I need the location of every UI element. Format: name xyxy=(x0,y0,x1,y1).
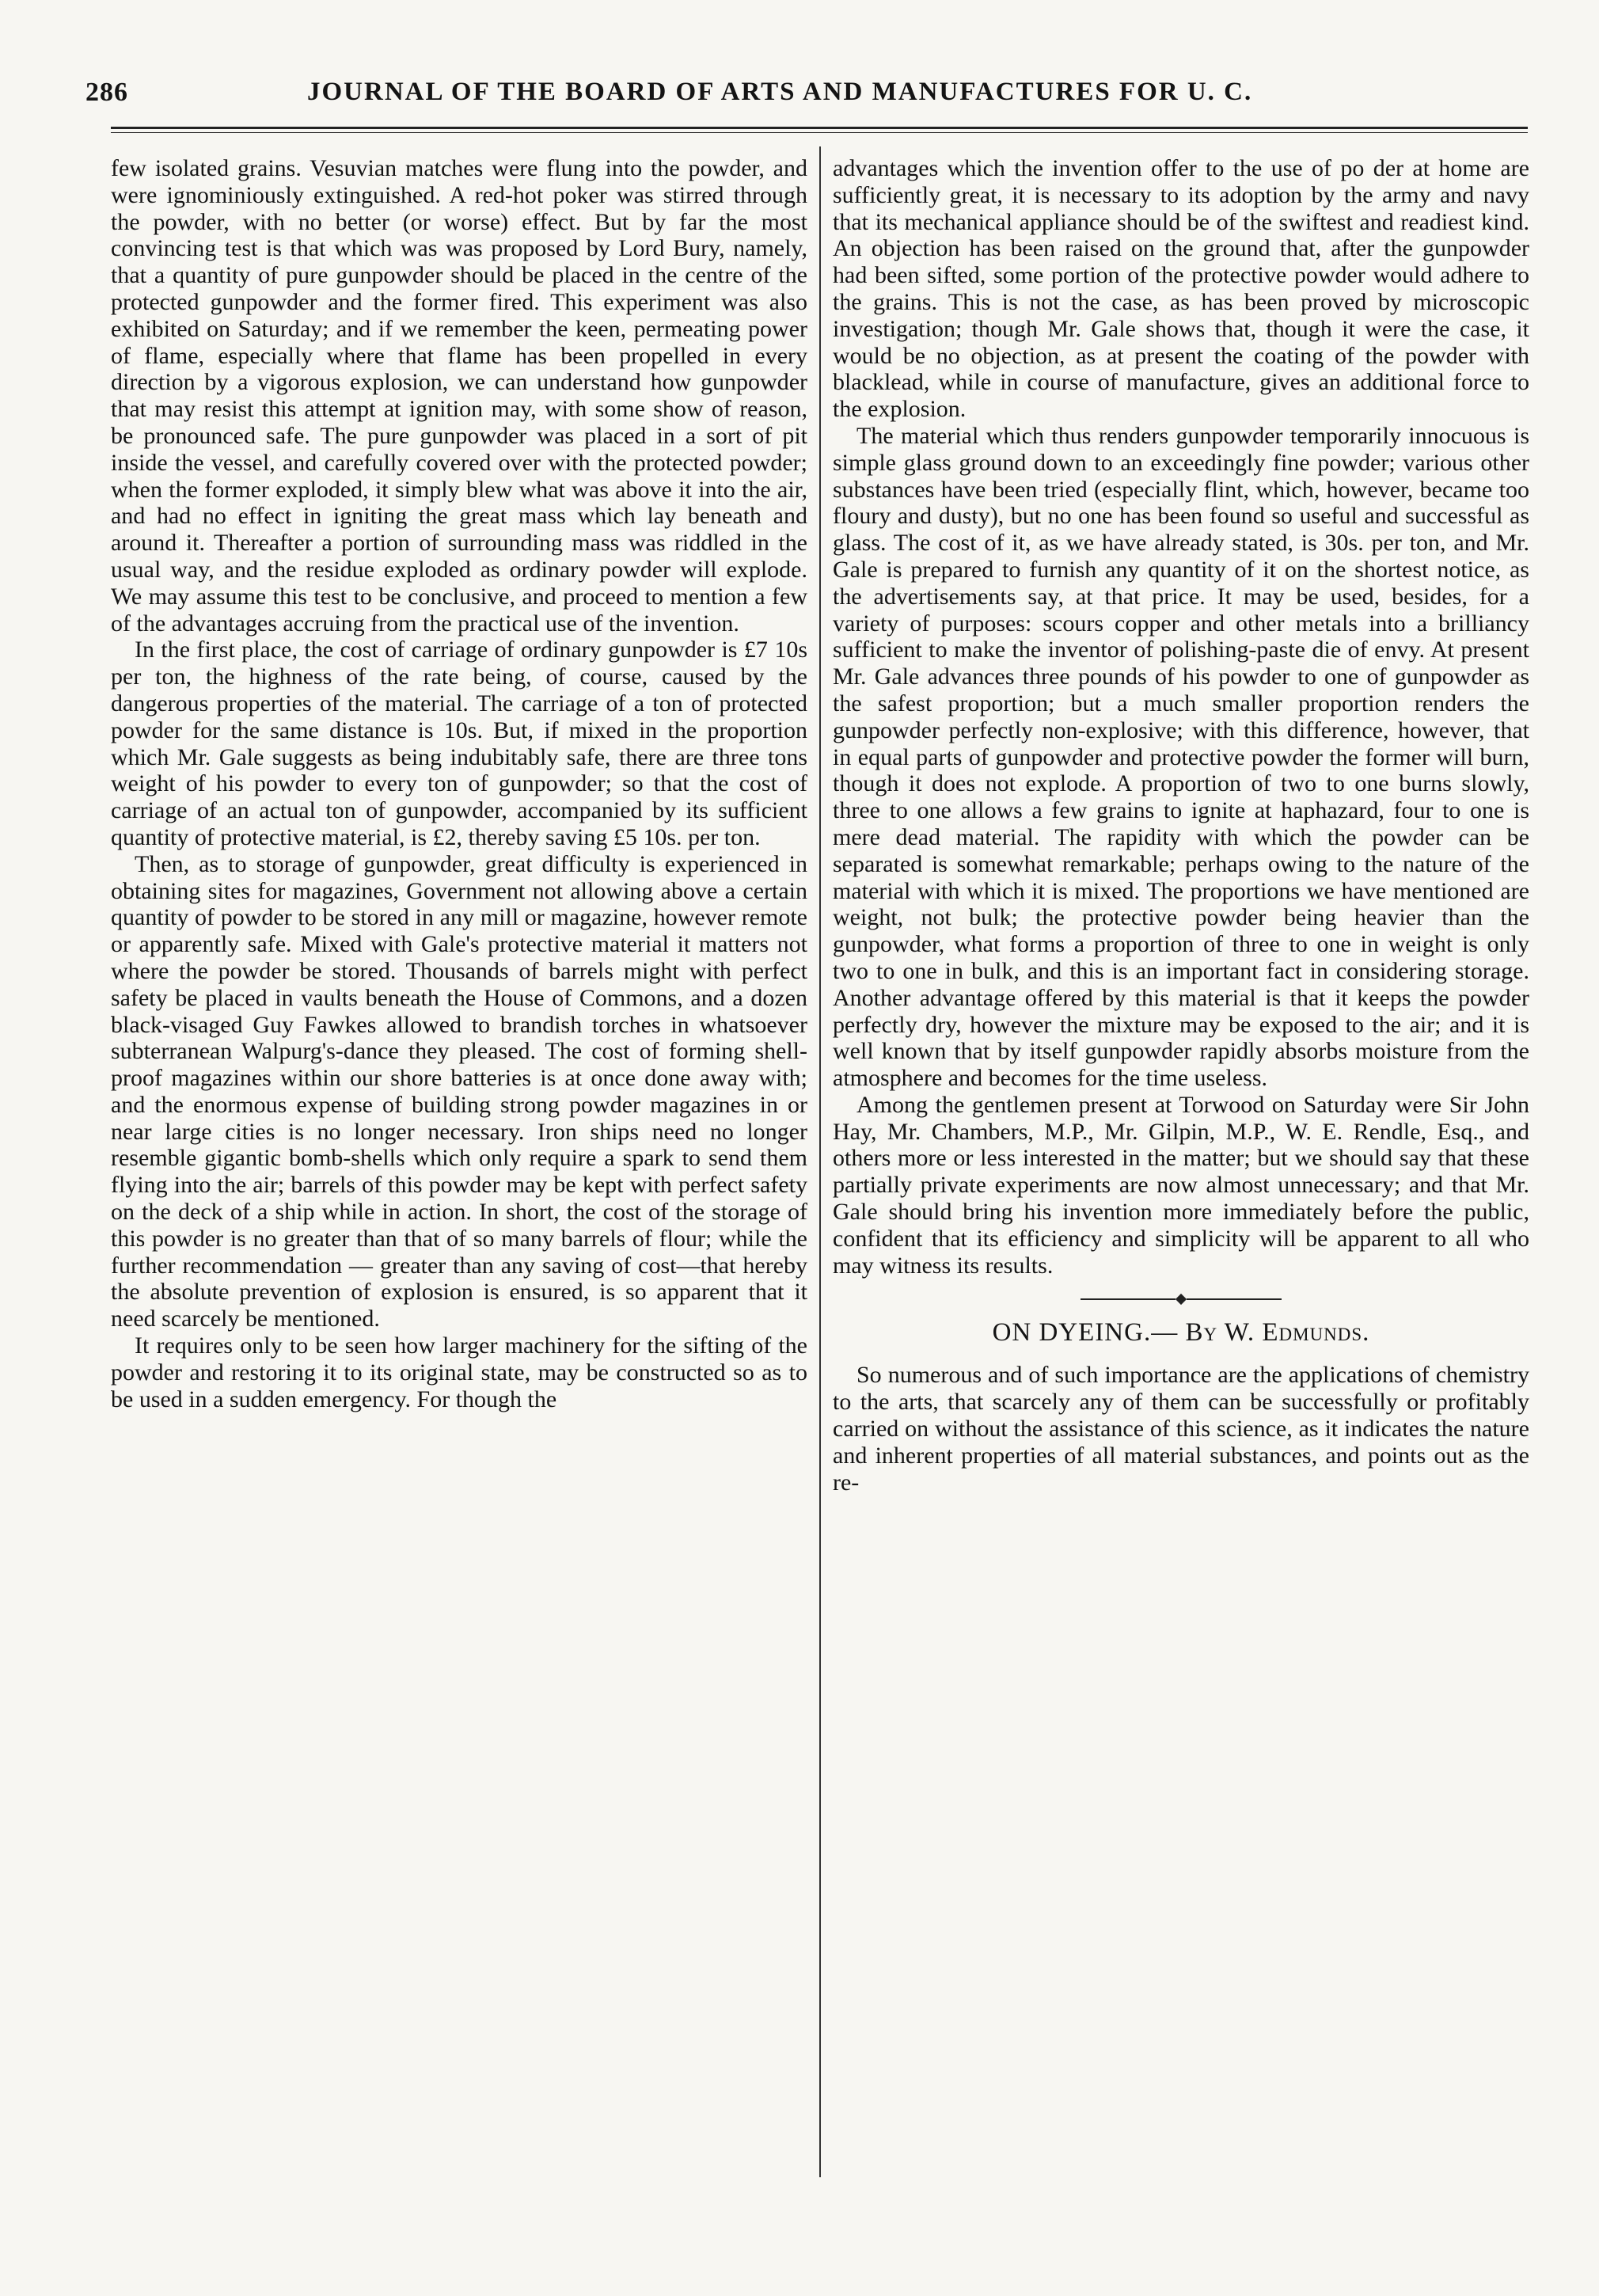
running-title: JOURNAL OF THE BOARD OF ARTS AND MANUFACTURES FOR U. C. xyxy=(307,78,1253,106)
paragraph: Then, as to storage of gunpowder, great difficulty is experienced in obtaining sites for magazines, Government not allowing above a certain quantity of powder to be stored in any mill or magazine, however remote or apparently safe. Mixed with Gale's protective material it matters not where the powder be stored. Thousands of barrels might with perfect safety be placed in vaults beneath the House of Commons, and a dozen black-visaged Guy Fawkes allowed to brandish torches in whatsoever subterranean Walpurg's-dance they pleased. The cost of forming shell-proof magazines within our shore batteries is at once done away with; and the enormous expense of building strong powder magazines in or near large cities is no longer necessary. Iron ships need no longer resemble gigantic bomb-shells which only require a spark to send them flying into the air; barrels of this powder may be kept with perfect safety on the deck of a ship while in action. In short, the cost of the storage of this powder is no greater than that of so many barrels of flour; while the further recommendation — greater than any saving of cost—that hereby the absolute prevention of explosion is ensured, is so apparent that it need scarcely be mentioned. xyxy=(111,850,807,1332)
page-header xyxy=(85,78,1526,125)
header-rule xyxy=(111,127,1528,133)
section-title: ON DYEING.— xyxy=(992,1318,1179,1348)
section-author: By W. Edmunds. xyxy=(1185,1318,1370,1348)
section-ornament xyxy=(833,1293,1529,1306)
left-column xyxy=(111,155,807,2170)
column-divider xyxy=(819,146,821,2177)
paragraph: few isolated grains. Vesuvian matches were flung into the powder, and were ignominiously extinguished. A red-hot poker was stirred through the powder, with no better (or worse) effect. But by far the most convincing test is that which was was proposed by Lord Bury, namely, that a quantity of pure gunpowder should be placed in the centre of the protected gunpowder and the former fired. This experiment was also exhibited on Saturday; and if we remember the keen, permeating power of flame, especially where that flame has been propelled in every direction by a vigorous explosion, we can understand how gunpowder that may resist this attempt at ignition may, with some show of reason, be pronounced safe. The pure gunpowder was placed in a sort of pit inside the vessel, and carefully covered over with the protected powder; when the former exploded, it simply blew what was above it into the air, and had no effect in igniting the great mass which lay beneath and around it. Thereafter a portion of surrounding mass was riddled in the usual way, and the residue exploded as ordinary powder will explode. We may assume this test to be conclusive, and proceed to mention a few of the advantages accruing from the practical use of the invention. xyxy=(111,155,807,637)
page-number: 286 xyxy=(85,78,128,107)
section-heading xyxy=(833,1318,1529,1348)
paragraph: In the first place, the cost of carriage of ordinary gunpowder is £7 10s per ton, the highness of the rate being, of course, caused by the dangerous properties of the material. The carriage of a ton of protected powder for the same distance is 10s. But, if mixed in the proportion which Mr. Gale suggests as being indubitably safe, there are three tons weight of his powder to every ton of gunpowder; so that the cost of carriage of an actual ton of gunpowder, accompanied by its sufficient quantity of protective material, is £2, thereby saving £5 10s. per ton. xyxy=(111,637,807,850)
right-column xyxy=(833,155,1529,2170)
paragraph: The material which thus renders gunpowder temporarily innocuous is simple glass ground down to an exceedingly fine powder; various other substances have been tried (especially flint, which, however, became too floury and dusty), but no one has been found so useful and successful as glass. The cost of it, as we have already stated, is 30s. per ton, and Mr. Gale is prepared to furnish any quantity of it on the shortest notice, as the advertisements say, at that price. It may be used, besides, for a variety of purposes: scours copper and other metals into a brilliancy sufficient to make the inventor of polishing-paste die of envy. At present Mr. Gale advances three pounds of his powder to one of gunpowder as the safest proportion; but a much smaller proportion renders the gunpowder perfectly non-explosive; with this difference, however, that in equal parts of gunpowder and protective powder the former will burn, though it does not explode. A proportion of two to one burns slowly, three to one allows a few grains to ignite at haphazard, four to one is mere dead material. The rapidity with which the powder can be separated is somewhat remarkable; perhaps owing to the nature of the material with which it is mixed. The proportions we have mentioned are weight, not bulk; the protective powder being heavier than the gunpowder, what forms a proportion of three to one in weight is only two to one in bulk, and this is an important fact in considering storage. Another advantage offered by this material is that it keeps the powder perfectly dry, however the mixture may be exposed to the air; and it is well known that by itself gunpowder rapidly absorbs moisture from the atmosphere and becomes for the time useless. xyxy=(833,422,1529,1092)
paragraph: So numerous and of such importance are the applications of chemistry to the arts, that scarcely any of them can be successfully or profitably carried on without the assistance of this science, as it indicates the nature and inherent properties of all material substances, and points out as the re- xyxy=(833,1362,1529,1496)
paragraph: It requires only to be seen how larger machinery for the sifting of the powder and restoring it to its original state, may be constructed so as to be used in a sudden emergency. For though the xyxy=(111,1332,807,1412)
paragraph: Among the gentlemen present at Torwood on Saturday were Sir John Hay, Mr. Chambers, M.P., Mr. Gilpin, M.P., W. E. Rendle, Esq., and others more or less interested in the matter; but we should say that these partially private experiments are now almost unnecessary; and that Mr. Gale should bring his invention more immediately before the public, confident that its efficiency and simplicity will be apparent to all who may witness its results. xyxy=(833,1091,1529,1279)
paragraph: advantages which the invention offer to the use of po der at home are sufficiently great, it is necessary to its adoption by the army and navy that its mechanical appliance should be of the swiftest and readiest kind. An objection has been raised on the ground that, after the gunpowder had been sifted, some portion of the protective powder would adhere to the grains. This is not the case, as has been proved by microscopic investigation; though Mr. Gale shows that, though it were the case, it would be no objection, as at present the coating of the powder with blacklead, while in course of manufacture, gives an additional force to the explosion. xyxy=(833,155,1529,423)
